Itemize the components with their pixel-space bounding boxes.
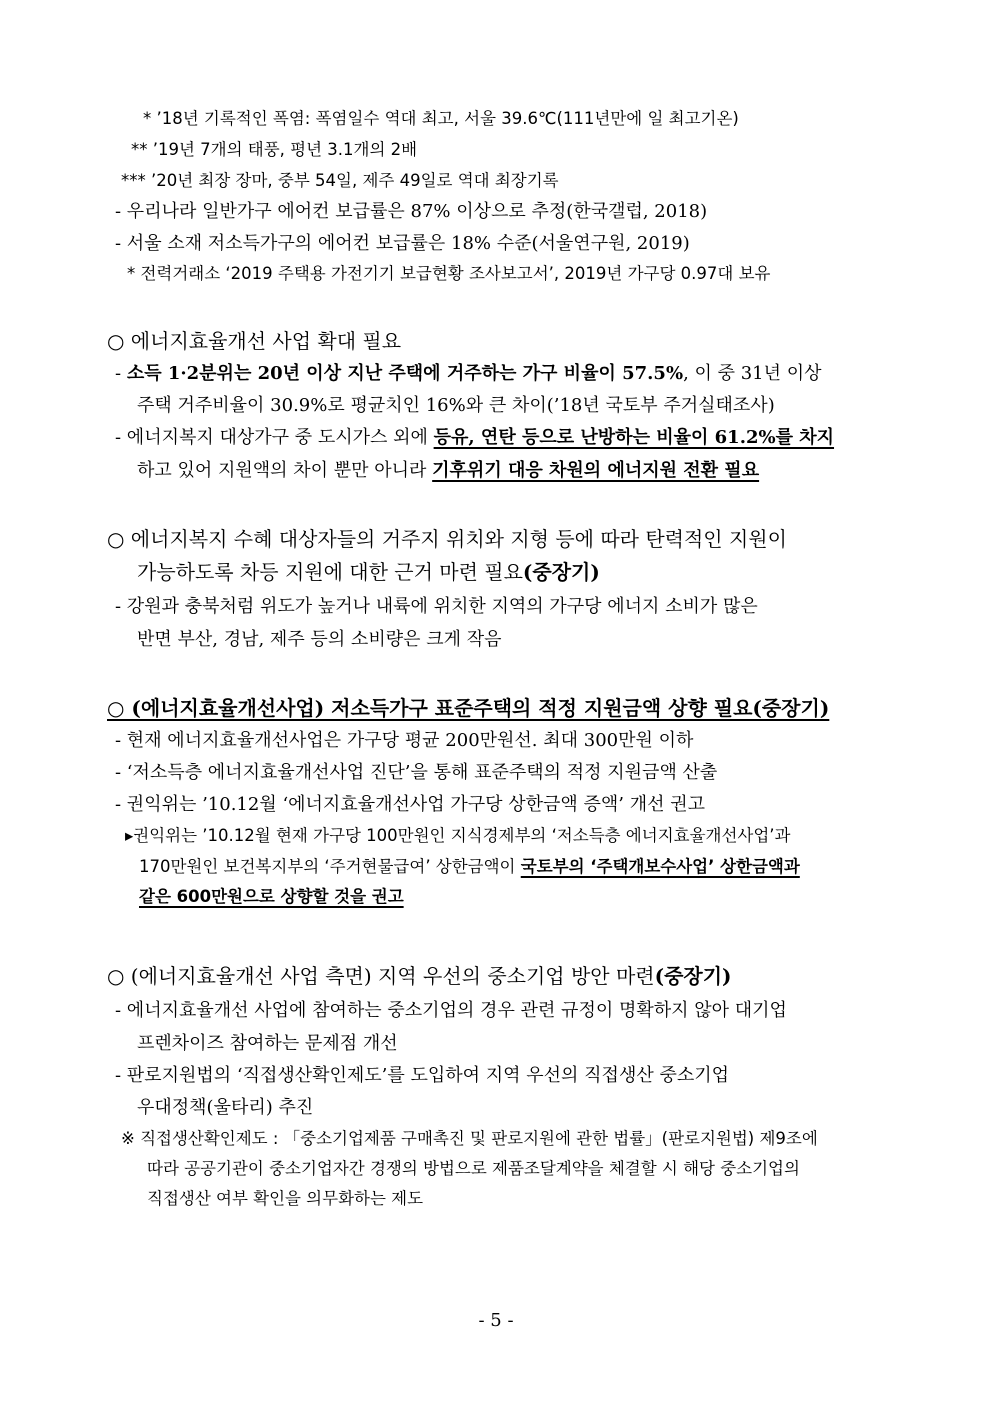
text-segment: ○ 에너지복지 수혜 대상자들의 거주지 위치와 지형 등에 따라 탄력적인 지원이	[107, 527, 787, 551]
page-number: - 5 -	[478, 1310, 514, 1331]
text-line	[115, 429, 834, 447]
text-line	[139, 859, 800, 876]
text-segment: 하고 있어 지원액의 차이 뿐만 아니라	[137, 460, 433, 481]
text-segment: - 판로지원법의 ‘직접생산확인제도’를 도입하여 지역 우선의 직접생산 중소기업	[115, 1065, 729, 1086]
text-segment: - 강원과 충북처럼 위도가 높거나 내륙에 위치한 지역의 가구당 에너지 소비가 많은	[115, 596, 758, 617]
text-segment: 프렌차이즈 참여하는 문제점 개선	[137, 1033, 398, 1054]
text-segment: - 서울 소재 저소득가구의 에어컨 보급률은 18% 수준(서울연구원, 2019)	[115, 233, 690, 254]
text-segment: - 현재 에너지효율개선사업은 가구당 평균 200만원선. 최대 300만원 이하	[115, 730, 694, 751]
text-line	[121, 173, 559, 190]
text-segment: ** ’19년 7개의 태풍, 평년 3.1개의 2배	[131, 140, 418, 159]
text-segment: 등유, 연탄 등으로 난방하는 비율이 61.2%를 차지	[433, 427, 835, 448]
text-line	[143, 111, 739, 128]
text-segment: - 권익위는 ’10.12월 ‘에너지효율개선사업 가구당 상한금액 증액’ 개선 권고	[115, 794, 706, 815]
text-line	[131, 142, 417, 159]
text-line	[115, 796, 705, 814]
text-segment: 기후위기 대응 차원의 에너지원 전환 필요	[432, 460, 760, 481]
text-line	[137, 1099, 313, 1117]
text-line	[115, 1002, 787, 1020]
text-segment: , 이 중 31년 이상	[683, 363, 822, 384]
text-segment: ○ 에너지효율개선 사업 확대 필요	[107, 329, 402, 353]
text-segment: 170만원인 보건복지부의 ‘주거현물급여’ 상한금액이	[139, 857, 521, 876]
text-line	[121, 1131, 818, 1148]
text-line	[137, 562, 600, 582]
text-line	[147, 1191, 423, 1208]
text-line	[137, 462, 759, 480]
text-line	[107, 698, 829, 718]
text-line	[115, 1067, 729, 1085]
text-line	[147, 1161, 800, 1178]
text-segment: ▸권익위는 ’10.12월 현재 가구당 100만원인 지식경제부의 ‘저소득층 에너지효율개선사업’과	[125, 826, 791, 845]
text-line	[139, 889, 404, 906]
text-segment: * ’18년 기록적인 폭염: 폭염일수 역대 최고, 서울 39.6℃(111년만에 일 최고기온)	[143, 109, 739, 128]
text-line	[107, 966, 732, 986]
text-segment: 우대정책(울타리) 추진	[137, 1097, 314, 1118]
text-segment: 같은 600만원으로 상향할 것을 권고	[139, 887, 404, 906]
text-segment: 소득 1·2분위는 20년 이상 지난 주택에 거주하는 가구 비율이 57.5%	[126, 363, 684, 384]
text-line	[115, 732, 693, 750]
text-line	[115, 235, 690, 253]
text-segment: -	[115, 363, 127, 384]
text-line	[107, 529, 787, 549]
text-line	[115, 764, 717, 782]
text-segment: 국토부의 ‘주택개보수사업’ 상한금액과	[520, 857, 800, 876]
text-line	[107, 331, 401, 351]
text-line	[115, 203, 707, 221]
text-segment: ○ (에너지효율개선 사업 측면) 지역 우선의 중소기업 방안 마련	[107, 964, 655, 988]
text-segment: - 에너지복지 대상가구 중 도시가스 외에	[115, 427, 434, 448]
text-segment: 주택 거주비율이 30.9%로 평균치인 16%와 큰 차이(’18년 국토부 주거실태조사)	[137, 395, 775, 416]
text-segment: 가능하도록 차등 지원에 대한 근거 마련 필요	[137, 560, 523, 584]
text-line	[115, 598, 758, 616]
text-line	[127, 266, 770, 283]
text-line	[137, 631, 501, 649]
text-segment: - ‘저소득층 에너지효율개선사업 진단’을 통해 표준주택의 적정 지원금액 산출	[115, 762, 718, 783]
text-segment: (중장기)	[522, 560, 600, 584]
text-line	[125, 828, 790, 845]
text-segment: ○ (에너지효율개선사업) 저소득가구 표준주택의 적정 지원금액 상향 필요(중장기)	[107, 696, 830, 720]
text-segment: *** ’20년 최장 장마, 중부 54일, 제주 49일로 역대 최장기록	[121, 171, 559, 190]
text-segment: 따라 공공기관이 중소기업자간 경쟁의 방법으로 제품조달계약을 체결할 시 해당 중소기업의	[147, 1159, 800, 1178]
text-line	[137, 1035, 398, 1053]
text-line	[137, 397, 775, 415]
text-segment: (중장기)	[654, 964, 732, 988]
text-segment: 반면 부산, 경남, 제주 등의 소비량은 크게 작음	[137, 629, 502, 650]
text-segment: ※ 직접생산확인제도 : 「중소기업제품 구매촉진 및 판로지원에 관한 법률」(판로지원법) 제9조에	[121, 1129, 818, 1148]
text-segment: * 전력거래소 ‘2019 주택용 가전기기 보급현황 조사보고서’, 2019년 가구당 0.97대 보유	[127, 264, 771, 283]
text-segment: - 에너지효율개선 사업에 참여하는 중소기업의 경우 관련 규정이 명확하지 않아 대기업	[115, 1000, 787, 1021]
text-segment: 직접생산 여부 확인을 의무화하는 제도	[147, 1189, 424, 1208]
text-segment: - 우리나라 일반가구 에어컨 보급률은 87% 이상으로 추정(한국갤럽, 2018)	[115, 201, 708, 222]
text-line	[115, 365, 822, 383]
